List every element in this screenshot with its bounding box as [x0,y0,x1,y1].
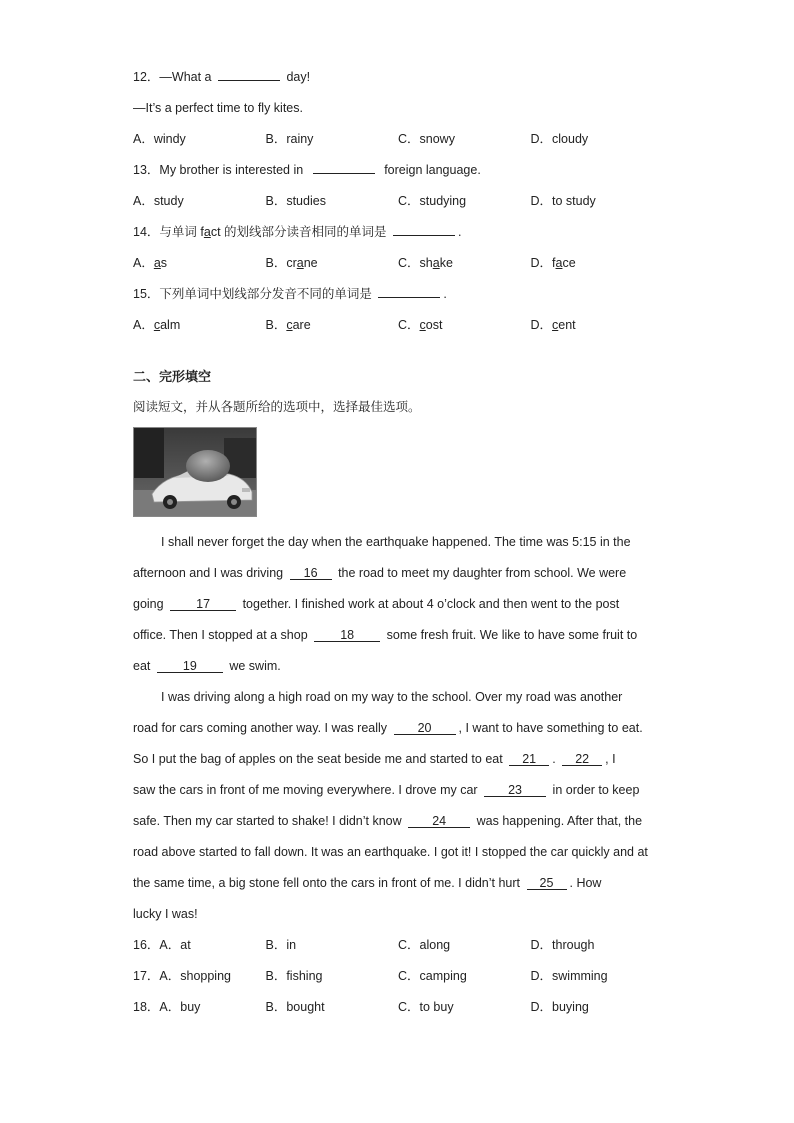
question-17-options [133,961,663,992]
answer-blank [378,283,440,298]
answer-blank [218,66,280,81]
question-12-stem: 12．—What a day! [133,62,663,93]
worksheet-page [133,62,663,1023]
option-b[interactable]: B．in [265,938,297,952]
question-13-options [133,186,663,217]
option-b[interactable]: B．studies [265,194,326,208]
cloze-blank-17[interactable]: 17 [170,596,236,611]
option-c[interactable]: C．to buy [398,1000,454,1014]
cloze-blank-19[interactable]: 19 [157,658,223,673]
question-13-stem: 13．My brother is interested in foreign language. [133,155,663,186]
question-14-options [133,248,663,279]
option-d[interactable]: D．buying [530,1000,589,1014]
passage-paragraph-1: I shall never forget the day when the earthquake happened. The time was 5:15 in the afternoon and I was driving 16 the road to meet my daughter from school. We were going 17 together. I finished work at about 4 o’clock and then went to the post office. Then I stopped at a shop 18 some fresh fruit. We like to have some fruit to eat 19 we swim. [133,535,638,673]
option-b[interactable]: B．fishing [265,969,323,983]
question-16-options [133,930,663,961]
option-d[interactable]: D．face [530,256,576,270]
section-title: 二、完形填空 [133,369,212,384]
option-c[interactable]: C．shake [398,256,453,270]
cloze-blank-20[interactable]: 20 [394,720,456,735]
option-a[interactable]: 17．A．shopping [133,969,231,983]
option-a[interactable]: 16．A．at [133,938,191,952]
option-a[interactable]: A．windy [133,132,186,146]
cloze-blank-25[interactable]: 25 [527,875,567,890]
answer-blank [393,221,455,236]
option-a[interactable]: 18．A．buy [133,1000,201,1014]
cloze-blank-22[interactable]: 22 [562,751,602,766]
option-d[interactable]: D．to study [530,194,596,208]
question-14-stem: 14．与单词 fact 的划线部分读音相同的单词是 . [133,217,663,248]
option-d[interactable]: D．cent [530,318,576,332]
option-b[interactable]: B．bought [265,1000,325,1014]
car-crushed-by-rock-photo [133,427,257,517]
cloze-blank-16[interactable]: 16 [290,565,332,580]
option-c[interactable]: C．snowy [398,132,455,146]
answer-blank [313,159,375,174]
option-b[interactable]: B．care [265,318,311,332]
option-c[interactable]: C．camping [398,969,467,983]
option-c[interactable]: C．cost [398,318,443,332]
question-12-options [133,124,663,155]
option-d[interactable]: D．through [530,938,595,952]
passage-paragraph-2: I was driving along a high road on my way to the school. Over my road was another road for cars coming another way. I was really 20 , I want to have something to eat. So I put the bag of apples on the seat beside me and started to eat 21 . 22 , I saw the cars in front of me moving everywhere. I drove my car 23 in order to keep safe. Then my car started to shake! I didn’t know 24 was happening. After that, the road above started to fall down. It was an earthquake. I got it! I stopped the car quickly and at the same time, a big stone fell onto the cars in front of me. I didn’t hurt 25 . How lucky I was! [133,690,648,921]
cloze-blank-21[interactable]: 21 [509,751,549,766]
question-15-options [133,310,663,341]
question-18-options [133,992,663,1023]
cloze-blank-24[interactable]: 24 [408,813,470,828]
option-d[interactable]: D．cloudy [530,132,589,146]
option-a[interactable]: A．as [133,256,168,270]
option-c[interactable]: C．studying [398,194,467,208]
option-b[interactable]: B．crane [265,256,318,270]
option-a[interactable]: A．calm [133,318,181,332]
option-b[interactable]: B．rainy [265,132,314,146]
cloze-blank-23[interactable]: 23 [484,782,546,797]
option-d[interactable]: D．swimming [530,969,608,983]
section-instruction: 阅读短文，并从各题所给的选项中，选择最佳选项。 [133,400,421,414]
question-12-reply: —It’s a perfect time to fly kites. [133,101,303,115]
cloze-blank-18[interactable]: 18 [314,627,380,642]
option-a[interactable]: A．study [133,194,184,208]
option-c[interactable]: C．along [398,938,451,952]
question-15-stem: 15．下列单词中划线部分发音不同的单词是 . [133,279,663,310]
